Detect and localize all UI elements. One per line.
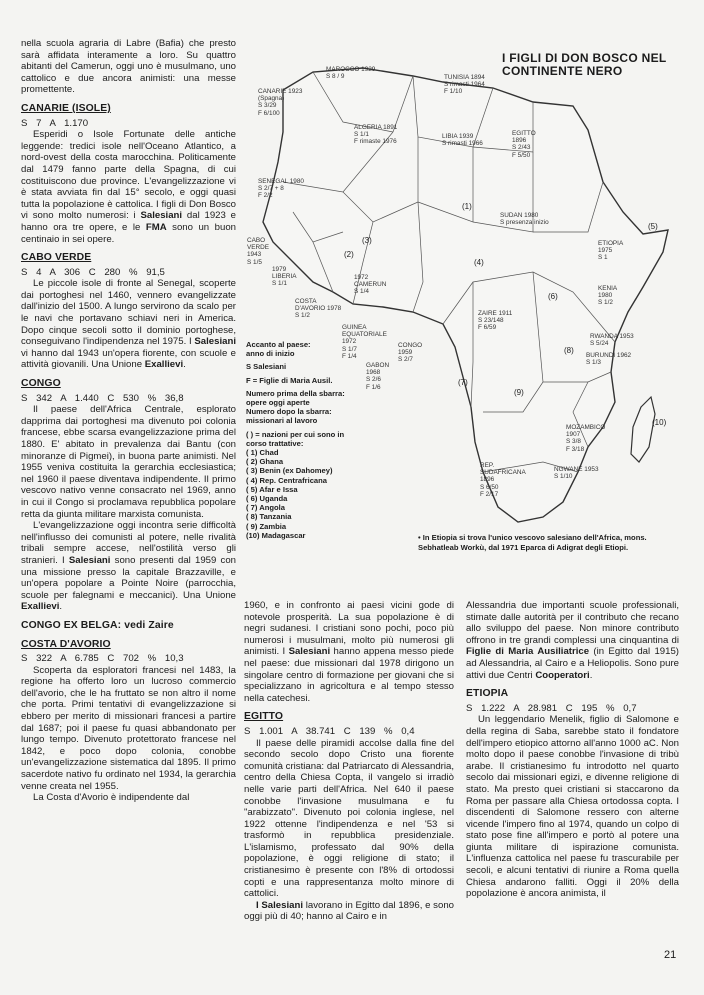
paragraph-egitto-1: Il paese delle piramidi accolse dalla fine del secondo secolo dopo Cristo una fiorente comunità cristiana: dal Patriarcato di Alessandria, centro della Chiesa Copta, il vangelo si irradiò nelle varie parti dell'Africa. Nel 640 il paese conobbe l'invasione musulmana e fu "arabizzato". Divenuto poi colonia inglese, nel 1922 ottenne l'indipendenza e nel '53 si trasformò in repubblica presidenziale. L'islamismo, professato dal 90% della popolazione, è oggi religione di stato; il cristianesimo è presente con l'8% di ortodossi copti e una rappresentanza molto minore di cattolici. xyxy=(244,737,454,900)
legend-line-10: corso trattative: xyxy=(246,438,304,448)
heading-capoverde: CABO VERDE xyxy=(21,252,92,264)
label-sudan: SUDAN 1980 S presenza inizio xyxy=(500,212,549,227)
label-senegal: SENEGAL 1980 S 2/7 + 8 F 2/2 xyxy=(258,178,304,200)
label-zaire: ZAIRE 1911 S 23/148 F 6/59 xyxy=(478,310,513,332)
legend-list xyxy=(246,448,396,540)
stats-congo: S 342 A 1.440 C 530 % 36,8 xyxy=(21,392,184,404)
legend-line-7: Numero dopo la sbarra: xyxy=(246,407,332,417)
map-footnote: • In Etiopia si trova l'unico vescovo salesiano dell'Africa, mons. Sebhatleab Workù, dal 1971 Eparca di Adigrat degli Etiopi. xyxy=(418,533,647,552)
legend-line-9: ( ) = nazioni per cui sono in xyxy=(246,429,345,439)
map-number-10: (10) xyxy=(652,418,667,427)
paragraph-costa-cont: 1960, e in confronto ai paesi vicini gode di notevole prosperità. La sua popolazione è di negri sudanesi. I cristiani sono pochi, poco più numerosi i musulmani, molto più numerosi gli animisti. I Salesiani hanno appena messo piede nel paese: due missionari dal 1978 dirigono un singolare centro di formazione per giovani che si specializzano in agricoltura e al tempo stesso nella catechesi. xyxy=(244,600,454,704)
heading-canarie: CANARIE (ISOLE) xyxy=(21,102,111,114)
text-column-middle xyxy=(244,600,454,923)
map-number-3: (3) xyxy=(362,236,372,245)
map-number-5: (5) xyxy=(648,222,658,231)
legend-line-4: F = Figlie di Maria Ausil. xyxy=(246,375,333,385)
label-guinea: GUINEA EQUATORIALE 1972 S 1/7 F 1/4 xyxy=(342,324,387,360)
legend-line-6: opere oggi aperte xyxy=(246,398,310,408)
label-marocco: MAROCCO 1929 S 8 / 9 xyxy=(326,66,376,81)
label-algeria: ALGERIA 1891 S 1/1 F rimaste 1976 xyxy=(354,124,398,146)
label-etiopia: ETIOPIA 1975 S 1 xyxy=(598,240,624,262)
label-egitto: EGITTO 1896 S 2/43 F 5/50 xyxy=(512,130,536,159)
text-column-left xyxy=(21,38,236,804)
legend-item: ( 2) Ghana xyxy=(246,457,284,467)
legend-item: ( 9) Zambia xyxy=(246,521,287,531)
paragraph-costa-1: Scoperta da esploratori francesi nel 1483, la regione ha offerto loro un lucroso commercio dell'avorio, che le ha fruttato se non altro il nome che porta. Primi tentativi di evangelizzazione si ebbero per merito di missionari francesi a partire dal 1687; poi il paese fu quasi abbandonato per lungo tempo. Divenuto protettorato francese nel 1842, e poco dopo colonia, conobbe un'evangelizzazione sistematica dal 1895. Il primo sacerdote nativo fu ordinato nel 1934, la gerarchia venne creata nel 1955. xyxy=(21,664,236,792)
label-sudafricana: REP. SUDAFRICANA 1896 S 6/50 F 2/17 xyxy=(480,462,526,498)
map-number-9: (9) xyxy=(514,388,524,397)
legend-line-1: Accanto al paese: xyxy=(246,340,311,349)
map-number-7: (7) xyxy=(458,378,468,387)
paragraph-egitto-2: I Salesiani lavorano in Egitto dal 1896, e sono oggi più di 40; hanno al Cairo e in xyxy=(244,899,454,923)
legend-item: ( 7) Angola xyxy=(246,503,285,513)
legend-line-3: S Salesiani xyxy=(246,362,287,372)
label-capoverde: CABO VERDE 1943 S 1/5 xyxy=(247,237,270,266)
stats-egitto: S 1.001 A 38.741 C 139 % 0,4 xyxy=(244,725,415,737)
label-libia: LIBIA 1939 S rimasti 1966 xyxy=(442,133,483,148)
legend-item: ( 3) Benin (ex Dahomey) xyxy=(246,466,333,476)
map-number-1: (1) xyxy=(462,202,472,211)
label-camerun: 1972 CAMERUN S 1/4 xyxy=(354,274,387,296)
paragraph-costa-2: La Costa d'Avorio è indipendente dal xyxy=(33,792,190,804)
map-title: I FIGLI DI DON BOSCO NEL CONTINENTE NERO xyxy=(502,51,667,78)
paragraph-capoverde: Le piccole isole di fronte al Senegal, scoperte dai portoghesi nel 1460, vennero evangelizzate dall'inizio del 1500. A lungo servirono da scalo per le navi che portavano schiavi neri in America. Dopo cinque secoli sotto il dominio portoghese, conseguivano l'indipendenza nel 1975. I Salesiani vi hanno dal 1943 un'opera fiorente, con scuole e attività giovanili. Una Unione Exallievi. xyxy=(21,278,236,371)
paragraph-canarie: Esperidi o Isole Fortunate delle antiche leggende: tredici isole nell'Oceano Atlantico, a nord-ovest della costa marocchina. Politicamente dal 1479 fanno parte della Spagna, di cui costituiscono due province. L'evangelizzazione vi è stata avviata fin dal 15° secolo, e oggi quasi tutta la popolazione è cattolica. I figli di Don Bosco vi sono molto numerosi: i Salesiani dal 1923 e hanno ora tre opere, e le FMA sono un buon centinaio in sei opere. xyxy=(21,129,236,245)
legend-item: ( 1) Chad xyxy=(246,448,279,458)
label-kenia: KENIA 1980 S 1/2 xyxy=(598,285,618,307)
map-number-2: (2) xyxy=(344,250,354,259)
legend-item: (10) Madagascar xyxy=(246,530,306,540)
stats-etiopia: S 1.222 A 28.981 C 195 % 0,7 xyxy=(466,702,637,714)
stats-capoverde: S 4 A 306 C 280 % 91,5 xyxy=(21,266,165,278)
heading-congo-belga: CONGO EX BELGA: vedi Zaire xyxy=(21,619,174,631)
paragraph-egitto-cont: Alessandria due importanti scuole professionali, stimate dalle autorità per il contributo che recano allo sviluppo del paese. Non minore contributo offrono in tre grandi complessi una cinquantina di Figlie di Maria Ausiliatrice (in Egitto dal 1915) ad Alessandria, al Cairo e a Heliopolis. Sono pure attivi due Centri Cooperatori. xyxy=(466,600,680,681)
legend-item: ( 8) Tanzania xyxy=(246,512,292,522)
stats-canarie: S 7 A 1.170 xyxy=(21,117,89,129)
legend-item: ( 6) Uganda xyxy=(246,494,288,504)
label-congo: CONGO 1959 S 2/7 xyxy=(398,342,423,364)
intro-paragraph: nella scuola agraria di Labre (Bafia) che presto sarà affidata interamente a loro. Su quattro abitanti del Camerun, oggi uno è musulmano, uno cattolico e due ancora animisti: una messe promettente. xyxy=(21,38,236,96)
paragraph-congo-1: Il paese dell'Africa Centrale, esplorato dapprima dai portoghesi ma divenuto poi colonia francese, ebbe scarsa evangelizzazione prima del 1880. E' abitato in prevalenza dai Bantu (con minoranze di Pigmei), in buona parte animisti. Nel 1955 veniva costituita la gerarchia ecclesiastica; nel 1960 il paese diventava indipendente. Il primo vescovo nativo venne consacrato nel 1969, anno in cui il Congo si proclamava repubblica popolare retta da giunta militare marxista comunista. xyxy=(21,404,236,520)
map-number-8: (8) xyxy=(564,346,574,355)
paragraph-congo-2: L'evangelizzazione oggi incontra serie difficoltà nell'influsso dei comunisti al potere, nelle rivalità tribali sempre accese, nell'ostilità verso gli stranieri. I Salesiani sono presenti dal 1959 con una missione presso la capitale Brazzaville, e un'opera popolare a Pointe Noire (parrocchia, scuole per falegnami e meccanici). Una Unione Exallievi. xyxy=(21,520,236,613)
heading-egitto: EGITTO xyxy=(244,711,284,723)
label-ngwane: NGWANE 1953 S 1/10 xyxy=(554,466,599,481)
label-canarie: CANARIE 1923 (Spagna) S 3/29 F 6/100 xyxy=(258,88,303,117)
heading-congo: CONGO xyxy=(21,378,61,390)
label-gabon: GABON 1968 S 2/6 F 1/6 xyxy=(366,362,390,391)
label-burundi: BURUNDI 1962 S 1/3 xyxy=(586,352,632,367)
heading-costa-avorio: COSTA D'AVORIO xyxy=(21,638,111,650)
legend-line-2: anno di inizio xyxy=(246,349,295,359)
map-number-6: (6) xyxy=(548,292,558,301)
label-mozambico: MOZAMBICO 1907 S 3/8 F 3/18 xyxy=(566,424,606,453)
text-column-right xyxy=(466,600,679,900)
stats-costa-avorio: S 322 A 6.785 C 702 % 10,3 xyxy=(21,653,184,665)
paragraph-etiopia: Un leggendario Menelik, figlio di Salomone e della regina di Saba, sarebbe stato il fondatore dell'impero etiopico attorno all'anno 1000 aC. Non molto dopo il paese conobbe l'invasione di tribù arabe. Il cristianesimo fu introdotto nel quarto secolo dai missionari egizi, e divenne religione di stato. Ma presto quei cristiani si staccarono da Roma per passare alla Chiesa ortodossa copta. I discendenti di Salomone ressero con alterne vicende l'impero fino al 1974, quando un colpo di stato pose fine all'impero e portò al potere una giunta militare di ispirazione comunista. L'influenza cattolica nel paese fu trascurabile per secoli, e alcuni tentativi di riunire a Roma quella Chiesa andarono falliti. Oggi il 20% della popolazione è ancora animista, il xyxy=(466,714,679,900)
legend-line-8: missionari al lavoro xyxy=(246,416,318,426)
legend-item: ( 5) Afar e Issa xyxy=(246,484,298,494)
map-legend xyxy=(246,340,396,540)
label-costa: COSTA D'AVORIO 1978 S 1/2 xyxy=(295,298,342,320)
label-tunisia: TUNISIA 1894 S rimasti 1964 F 1/10 xyxy=(444,74,485,96)
madagascar-shape xyxy=(631,397,655,462)
page-number: 21 xyxy=(664,949,677,961)
legend-line-5: Numero prima della sbarra: xyxy=(246,388,345,398)
legend-item: ( 4) Rep. Centrafricana xyxy=(246,475,328,485)
label-rwanda: RWANDA 1953 S 5/24 xyxy=(590,333,634,348)
map-number-4: (4) xyxy=(474,258,484,267)
label-liberia: 1979 LIBERIA S 1/1 xyxy=(272,266,297,288)
heading-etiopia: ETIOPIA xyxy=(466,688,509,700)
